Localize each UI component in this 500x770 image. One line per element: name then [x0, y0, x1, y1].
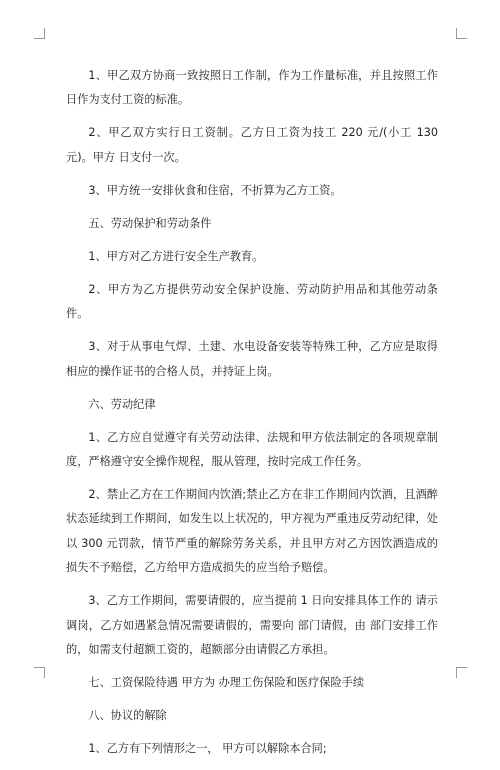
section-heading-5: 五、劳动保护和劳动条件	[88, 216, 212, 230]
crop-mark-top-left	[34, 28, 45, 39]
clause-2: 2、甲乙双方实行日工资制。乙方日工资为技工 220 元/(小工 130 元)。甲方 日支付一次。	[66, 126, 438, 164]
clause-5-2: 2、甲方为乙方提供劳动安全保护设施、劳动防护用品和其他劳动条件。	[66, 282, 438, 321]
crop-mark-bottom-right	[456, 667, 467, 678]
crop-mark-top-right	[456, 28, 467, 39]
clause-5-3: 3、对于从事电气焊、土建、水电设备安装等特殊工种，乙方应是取得相应的操作证书的合格人员，并持证上岗。	[66, 340, 438, 378]
section-heading-6: 六、劳动纪律	[88, 397, 156, 411]
clause-6-2: 2、禁止乙方在工作期间内饮酒;禁止乙方在非工作期间内饮酒，且酒醉状态延续到工作期间，如发生以上状况的，甲方视为严重违反劳动纪律，处以 300 元罚款，情节严重的解除劳务关系，并且甲方对乙方因饮酒造成的损失不予赔偿，乙方给甲方造成损失的应当给予赔偿。	[66, 488, 438, 575]
section-heading-7: 七、工资保险待遇 甲方为 办理工伤保险和医疗保险手续	[88, 676, 365, 690]
crop-mark-bottom-left	[34, 667, 45, 678]
document-body	[66, 64, 438, 770]
clause-3: 3、甲方统一安排伙食和住宿，不折算为乙方工资。	[88, 183, 342, 197]
clause-6-1: 1、乙方应自觉遵守有关劳动法律、法规和甲方依法制定的各项规章制度，严格遵守安全操作规程，服从管理，按时完成工作任务。	[66, 430, 438, 469]
clause-5-1: 1、甲方对乙方进行安全生产教育。	[88, 249, 264, 263]
clause-6-3: 3、乙方工作期间，需要请假的，应当提前 1 日向安排具体工作的 请示调岗，乙方如遇紧急情况需要请假的，需要向 部门请假，由 部门安排工作的，如需支付超额工资的，超额部分由请假乙方承担。	[66, 594, 438, 657]
clause-8-1: 1、乙方有下列情形之一， 甲方可以解除本合同;	[88, 742, 327, 756]
clause-1: 1、甲乙双方协商一致按照日工作制，作为工作量标准，并且按照工作日作为支付工资的标准。	[66, 69, 438, 107]
section-heading-8: 八、协议的解除	[88, 709, 167, 723]
